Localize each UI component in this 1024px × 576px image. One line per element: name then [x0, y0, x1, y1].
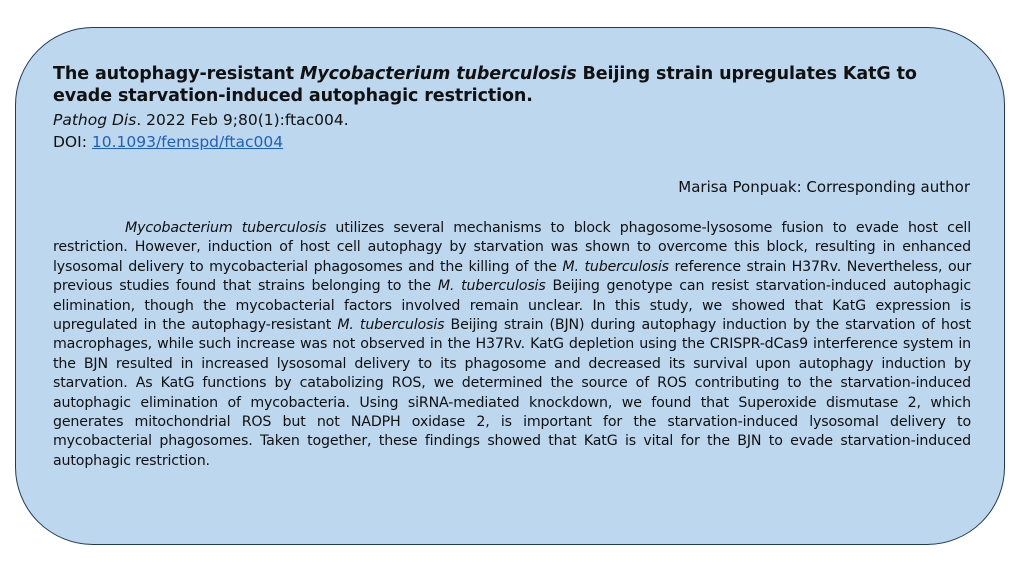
title-species-name: Mycobacterium tuberculosis	[300, 64, 577, 84]
doi-link[interactable]: 10.1093/femspd/ftac004	[91, 133, 284, 151]
abstract-species-4: M. tuberculosis	[337, 317, 445, 334]
doi-line	[53, 132, 283, 152]
title-text-1: The autophagy-resistant	[53, 64, 301, 84]
title-text-2: Beijing strain upregulates KatG to evade starvation-induced autophagic restriction.	[53, 64, 917, 106]
article-title	[53, 63, 953, 107]
abstract-text-1: utilizes several mechanisms to block phagosome-lysosome fusion to evade host cell restriction. However, induction of host cell autophagy by starvation was shown to overcome this block, resulting in enhanced lysosomal delivery to mycobacterial phagosomes and the killing of the	[53, 220, 971, 275]
abstract-text-2: reference strain H37Rv. Nevertheless, our previous studies found that strains belonging to the	[53, 258, 972, 295]
abstract-text-4: Beijing strain (BJN) during autophagy induction by the starvation of host macrophages, while such increase was not observed in the H37Rv. KatG depletion using the CRISPR-dCas9 interference system in the BJN resulted in increased lysosomal delivery to its phagosome and decreased its survival upon autophagy induction by starvation. As KatG functions by catabolizing ROS, we determined the source of ROS contributing to the starvation-induced autophagic elimination of mycobacteria. Using siRNA-mediated knockdown, we found that Superoxide dismutase 2, which generates mitochondrial ROS but not NADPH oxidase 2, is important for the starvation-induced lysosomal delivery to mycobacterial phagosomes. Taken together, these findings showed that KatG is vital for the BJN to evade starvation-induced autophagic restriction.	[53, 317, 972, 469]
doi-label: DOI:	[53, 133, 92, 151]
citation-line	[53, 110, 349, 130]
abstract-paragraph	[53, 219, 971, 471]
abstract-species-3: M. tuberculosis	[437, 278, 546, 295]
corresponding-author-note: Marisa Ponpuak: Corresponding author	[678, 178, 970, 196]
abstract-species-2: M. tuberculosis	[562, 258, 669, 275]
abstract-species-1: Mycobacterium tuberculosis	[125, 220, 327, 236]
journal-name: Pathog Dis	[53, 111, 137, 129]
abstract-text-3: Beijing genotype can resist starvation-induced autophagic elimination, though the mycobacterial factors involved remain unclear. In this study, we showed that KatG expression is upregulated in the autophagy-resistant	[53, 278, 971, 334]
publication-card	[15, 27, 1005, 545]
citation-details: . 2022 Feb 9;80(1):ftac004.	[136, 111, 349, 129]
